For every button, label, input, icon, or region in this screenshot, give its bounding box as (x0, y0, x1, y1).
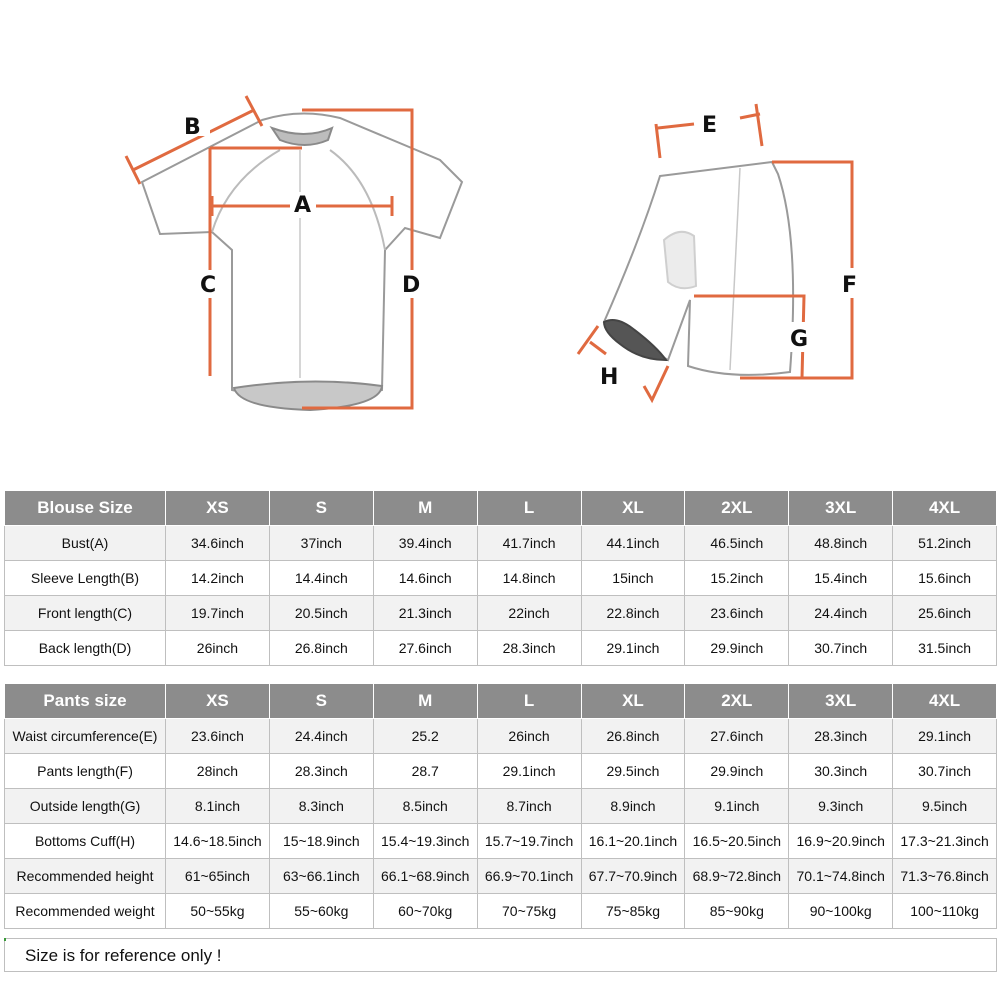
shorts-cuff (604, 320, 666, 360)
pants-size-table (4, 683, 997, 929)
table-row (5, 789, 997, 824)
table-cell: 30.7inch (789, 631, 893, 666)
table-cell: 60~70kg (373, 894, 477, 929)
header-cell: 3XL (789, 491, 893, 526)
table-cell: 21.3inch (373, 596, 477, 631)
row-label: Waist circumference(E) (5, 719, 166, 754)
table-cell: 34.6inch (166, 526, 270, 561)
table-cell: 44.1inch (581, 526, 685, 561)
table-cell: 71.3~76.8inch (893, 859, 997, 894)
corner-mark (4, 938, 6, 941)
table-cell: 22inch (477, 596, 581, 631)
row-label: Recommended weight (5, 894, 166, 929)
table-cell: 31.5inch (893, 631, 997, 666)
size-diagram (0, 0, 1001, 470)
jersey-collar (272, 128, 332, 145)
header-cell: S (269, 684, 373, 719)
header-cell: M (373, 491, 477, 526)
table-cell: 23.6inch (685, 596, 789, 631)
table-cell: 8.5inch (373, 789, 477, 824)
table-cell: 15~18.9inch (269, 824, 373, 859)
shorts-drawing (604, 162, 793, 375)
table-cell: 41.7inch (477, 526, 581, 561)
header-cell: 2XL (685, 491, 789, 526)
table-cell: 15.6inch (893, 561, 997, 596)
table-cell: 29.1inch (893, 719, 997, 754)
label-e: E (702, 113, 718, 138)
shorts-measure-lines (578, 104, 852, 400)
table-cell: 20.5inch (269, 596, 373, 631)
header-cell: 2XL (685, 684, 789, 719)
table-cell: 29.9inch (685, 631, 789, 666)
pants-header-row (5, 684, 997, 719)
table-cell: 15.7~19.7inch (477, 824, 581, 859)
measure-g-line (694, 296, 804, 378)
table-cell: 14.2inch (166, 561, 270, 596)
table-cell: 16.9~20.9inch (789, 824, 893, 859)
jersey-hem (234, 381, 382, 410)
table-cell: 14.6~18.5inch (166, 824, 270, 859)
row-label: Bottoms Cuff(H) (5, 824, 166, 859)
row-label: Front length(C) (5, 596, 166, 631)
table-cell: 51.2inch (893, 526, 997, 561)
table-row (5, 526, 997, 561)
header-cell: Blouse Size (5, 491, 166, 526)
table-cell: 29.5inch (581, 754, 685, 789)
table-cell: 26.8inch (581, 719, 685, 754)
table-cell: 29.1inch (477, 754, 581, 789)
table-cell: 27.6inch (373, 631, 477, 666)
table-cell: 16.1~20.1inch (581, 824, 685, 859)
table-cell: 50~55kg (166, 894, 270, 929)
table-cell: 28.3inch (789, 719, 893, 754)
table-row (5, 894, 997, 929)
table-cell: 70~75kg (477, 894, 581, 929)
table-cell: 8.1inch (166, 789, 270, 824)
table-cell: 14.6inch (373, 561, 477, 596)
table-cell: 28.7 (373, 754, 477, 789)
table-cell: 9.3inch (789, 789, 893, 824)
table-row (5, 631, 997, 666)
table-cell: 90~100kg (789, 894, 893, 929)
table-cell: 29.1inch (581, 631, 685, 666)
table-cell: 48.8inch (789, 526, 893, 561)
row-label: Back length(D) (5, 631, 166, 666)
table-cell: 25.6inch (893, 596, 997, 631)
table-cell: 61~65inch (166, 859, 270, 894)
measure-d-line (302, 110, 412, 408)
header-cell: XS (166, 491, 270, 526)
table-cell: 15inch (581, 561, 685, 596)
table-cell: 29.9inch (685, 754, 789, 789)
header-cell: L (477, 684, 581, 719)
header-cell: XL (581, 684, 685, 719)
table-cell: 23.6inch (166, 719, 270, 754)
table-cell: 26.8inch (269, 631, 373, 666)
header-cell: 3XL (789, 684, 893, 719)
table-cell: 30.7inch (893, 754, 997, 789)
table-cell: 24.4inch (269, 719, 373, 754)
table-cell: 26inch (166, 631, 270, 666)
table-cell: 8.9inch (581, 789, 685, 824)
table-cell: 55~60kg (269, 894, 373, 929)
jersey-measure-lines (126, 96, 412, 408)
table-cell: 27.6inch (685, 719, 789, 754)
blouse-header-row (5, 491, 997, 526)
label-d: D (402, 273, 421, 298)
header-cell: XS (166, 684, 270, 719)
row-label: Pants length(F) (5, 754, 166, 789)
table-cell: 100~110kg (893, 894, 997, 929)
table-cell: 46.5inch (685, 526, 789, 561)
table-cell: 66.1~68.9inch (373, 859, 477, 894)
measure-c-line (210, 148, 302, 376)
table-row (5, 561, 997, 596)
table-cell: 25.2 (373, 719, 477, 754)
table-cell: 68.9~72.8inch (685, 859, 789, 894)
table-cell: 15.4~19.3inch (373, 824, 477, 859)
table-cell: 8.3inch (269, 789, 373, 824)
header-cell: L (477, 491, 581, 526)
table-cell: 16.5~20.5inch (685, 824, 789, 859)
table-cell: 37inch (269, 526, 373, 561)
label-g: G (790, 327, 809, 352)
blouse-size-table (4, 490, 997, 666)
table-cell: 15.2inch (685, 561, 789, 596)
table-cell: 67.7~70.9inch (581, 859, 685, 894)
label-c: C (200, 273, 217, 298)
table-cell: 28.3inch (269, 754, 373, 789)
row-label: Outside length(G) (5, 789, 166, 824)
row-label: Recommended height (5, 859, 166, 894)
table-cell: 8.7inch (477, 789, 581, 824)
table-cell: 28.3inch (477, 631, 581, 666)
row-label: Sleeve Length(B) (5, 561, 166, 596)
label-h: H (600, 365, 619, 390)
table-cell: 30.3inch (789, 754, 893, 789)
label-f: F (842, 273, 858, 298)
row-label: Bust(A) (5, 526, 166, 561)
header-cell: 4XL (893, 491, 997, 526)
table-cell: 9.5inch (893, 789, 997, 824)
table-cell: 17.3~21.3inch (893, 824, 997, 859)
table-row (5, 754, 997, 789)
table-row (5, 859, 997, 894)
header-cell: XL (581, 491, 685, 526)
table-row (5, 719, 997, 754)
jersey-outline (142, 113, 462, 399)
table-cell: 14.4inch (269, 561, 373, 596)
table-row (5, 824, 997, 859)
table-cell: 39.4inch (373, 526, 477, 561)
table-cell: 28inch (166, 754, 270, 789)
jersey-drawing (142, 113, 462, 410)
table-cell: 85~90kg (685, 894, 789, 929)
header-cell: 4XL (893, 684, 997, 719)
table-cell: 24.4inch (789, 596, 893, 631)
table-row (5, 596, 997, 631)
garment-illustration (0, 0, 1001, 470)
table-cell: 75~85kg (581, 894, 685, 929)
header-cell: S (269, 491, 373, 526)
shorts-pad (664, 232, 696, 288)
label-b: B (184, 115, 201, 140)
reference-note: Size is for reference only ! (4, 938, 997, 972)
table-cell: 9.1inch (685, 789, 789, 824)
table-cell: 26inch (477, 719, 581, 754)
table-cell: 14.8inch (477, 561, 581, 596)
table-cell: 22.8inch (581, 596, 685, 631)
header-cell: M (373, 684, 477, 719)
table-cell: 15.4inch (789, 561, 893, 596)
table-cell: 63~66.1inch (269, 859, 373, 894)
table-cell: 19.7inch (166, 596, 270, 631)
header-cell: Pants size (5, 684, 166, 719)
table-cell: 66.9~70.1inch (477, 859, 581, 894)
table-cell: 70.1~74.8inch (789, 859, 893, 894)
label-a: A (294, 193, 312, 218)
